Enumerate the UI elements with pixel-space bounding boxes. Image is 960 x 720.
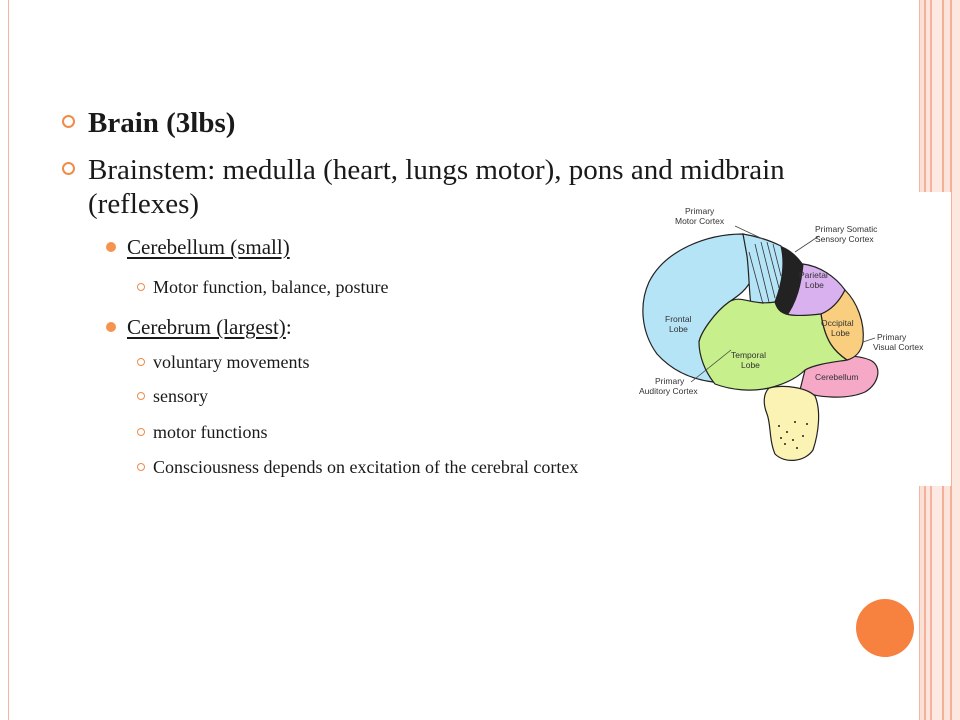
brain-diagram (635, 192, 951, 486)
label-frontal-2: Lobe (669, 324, 688, 334)
motor-cortex-region (743, 234, 783, 306)
label-parietal-2: Lobe (805, 280, 824, 290)
bullet-cerebrum-colon: : (285, 315, 292, 339)
circle-bullet-icon (62, 162, 75, 175)
label-cerebellum: Cerebellum (815, 372, 859, 382)
bullet-cerebrum-text: Cerebrum (largest) (127, 315, 286, 339)
circle-bullet-icon (137, 392, 145, 400)
bullet-voluntary-text: voluntary movements (153, 352, 310, 372)
bullet-brainstem-text: Brainstem: medulla (heart, lungs motor), pons and midbrain (reflexes) (88, 154, 785, 220)
label-primary-visual-2: Visual Cortex (873, 342, 924, 352)
circle-bullet-icon (137, 358, 145, 366)
dot-bullet-icon (106, 242, 116, 252)
decorative-orange-dot (856, 599, 914, 657)
circle-bullet-icon (137, 283, 145, 291)
label-frontal-1: Frontal (665, 314, 692, 324)
bullet-brain (62, 106, 862, 140)
label-parietal-1: Parietal (799, 270, 828, 280)
label-primary-motor-2: Motor Cortex (675, 216, 725, 226)
brain-diagram-svg (635, 192, 951, 486)
dot-bullet-icon (106, 322, 116, 332)
label-primary-motor-1: Primary (685, 206, 715, 216)
label-primary-auditory-2: Auditory Cortex (639, 386, 698, 396)
bullet-sensory-text: sensory (153, 386, 208, 406)
bullet-consciousness (137, 456, 578, 478)
circle-bullet-icon (137, 463, 145, 471)
bullet-voluntary (137, 351, 309, 373)
bullet-sensory (137, 385, 208, 407)
bullet-cerebellum-detail-text: Motor function, balance, posture (153, 277, 389, 297)
label-occipital-1: Occipital (821, 318, 854, 328)
bullet-motor (137, 421, 268, 443)
label-primary-somatic-1: Primary Somatic (815, 224, 878, 234)
brainstem-region (764, 386, 818, 460)
bullet-cerebellum-detail (137, 276, 388, 298)
bullet-brain-text: Brain (3lbs) (88, 107, 236, 139)
label-primary-auditory-1: Primary (655, 376, 685, 386)
circle-bullet-icon (137, 428, 145, 436)
label-temporal-2: Lobe (741, 360, 760, 370)
label-primary-somatic-2: Sensory Cortex (815, 234, 874, 244)
bullet-cerebellum-text: Cerebellum (small) (127, 235, 290, 259)
circle-bullet-icon (62, 115, 75, 128)
bullet-motor-text: motor functions (153, 422, 268, 442)
bullet-cerebrum (106, 314, 292, 340)
bullet-cerebellum (106, 234, 290, 260)
bullet-consciousness-text: Consciousness depends on excitation of the cerebral cortex (153, 457, 579, 477)
label-primary-visual-1: Primary (877, 332, 907, 342)
label-temporal-1: Temporal (731, 350, 766, 360)
label-occipital-2: Lobe (831, 328, 850, 338)
